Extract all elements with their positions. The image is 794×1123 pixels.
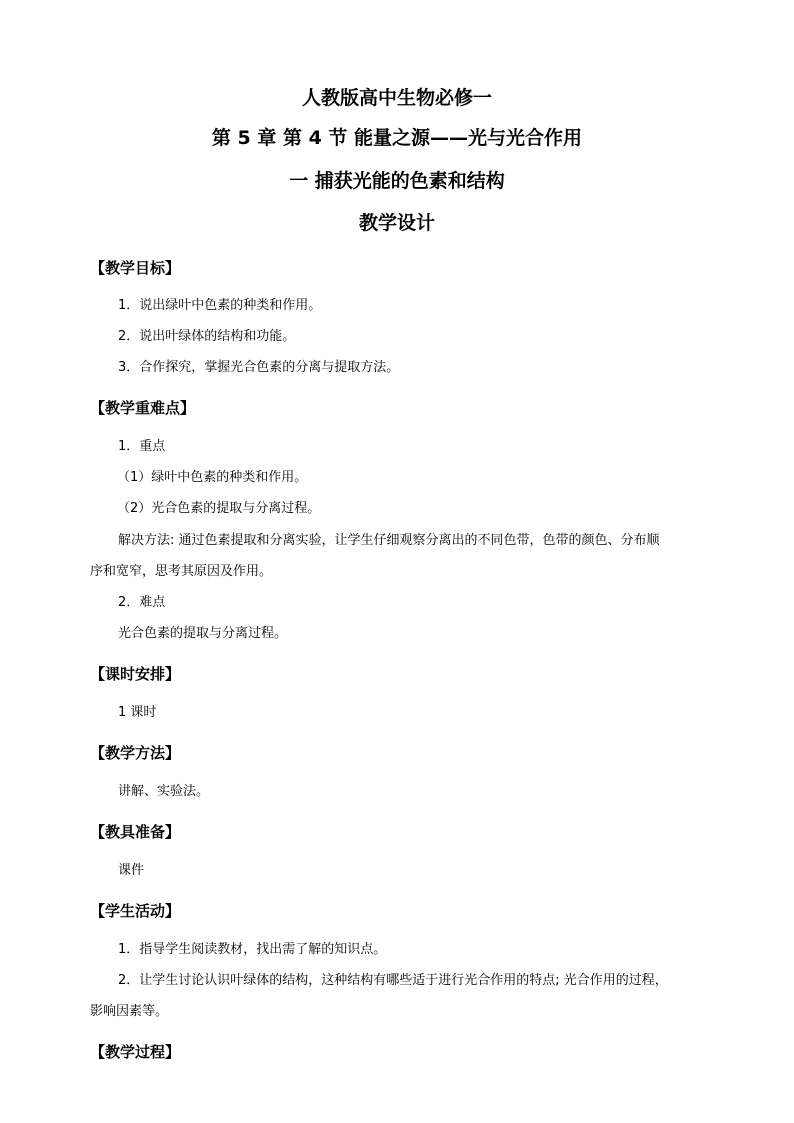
activity-item-2-line-2: 影响因素等。 [90,1004,169,1019]
methods-text: 讲解、实验法。 [118,784,210,799]
focus-label: 1．重点 [118,439,166,454]
section-heading-methods: 【教学方法】 [90,744,181,762]
objective-item-3: 3．合作探究，掌握光合色素的分离与提取方法。 [118,360,400,375]
schedule-text: 1 课时 [118,705,157,720]
section-heading-objectives: 【教学目标】 [90,259,181,277]
focus-item-1: （1）绿叶中色素的种类和作用。 [117,470,308,485]
objective-item-2: 2．说出叶绿体的结构和功能。 [118,329,296,344]
document-title-textbook: 人教版高中生物必修一 [301,87,492,109]
materials-text: 课件 [118,863,145,878]
focus-item-2: （2）光合色素的提取与分离过程。 [117,501,321,516]
section-heading-schedule: 【课时安排】 [90,665,181,683]
difficulty-label: 2．难点 [118,595,166,610]
section-heading-key-points: 【教学重难点】 [90,399,196,417]
activity-item-2-line-1: 2．让学生讨论认识叶绿体的结构，这种结构有哪些适于进行光合作用的特点; 光合作用的过程， [118,973,668,988]
section-heading-activities: 【学生活动】 [90,902,181,920]
section-heading-materials: 【教具准备】 [90,823,181,841]
difficulty-text: 光合色素的提取与分离过程。 [118,626,288,641]
section-heading-process: 【教学过程】 [90,1043,181,1061]
solution-text-line-2: 序和宽窄，思考其原因及作用。 [90,564,273,579]
document-title-chapter: 第 5 章 第 4 节 能量之源——光与光合作用 [211,127,583,149]
document-title-topic: 一 捕获光能的色素和结构 [289,170,505,192]
solution-text-line-1: 解决方法: 通过色素提取和分离实验，让学生仔细观察分离出的不同色带，色带的颜色、分布顺 [118,533,660,548]
activity-item-1: 1．指导学生阅读教材，找出需了解的知识点。 [118,942,387,957]
objective-item-1: 1．说出绿叶中色素的种类和作用。 [118,298,322,313]
document-title-type: 教学设计 [358,212,435,234]
